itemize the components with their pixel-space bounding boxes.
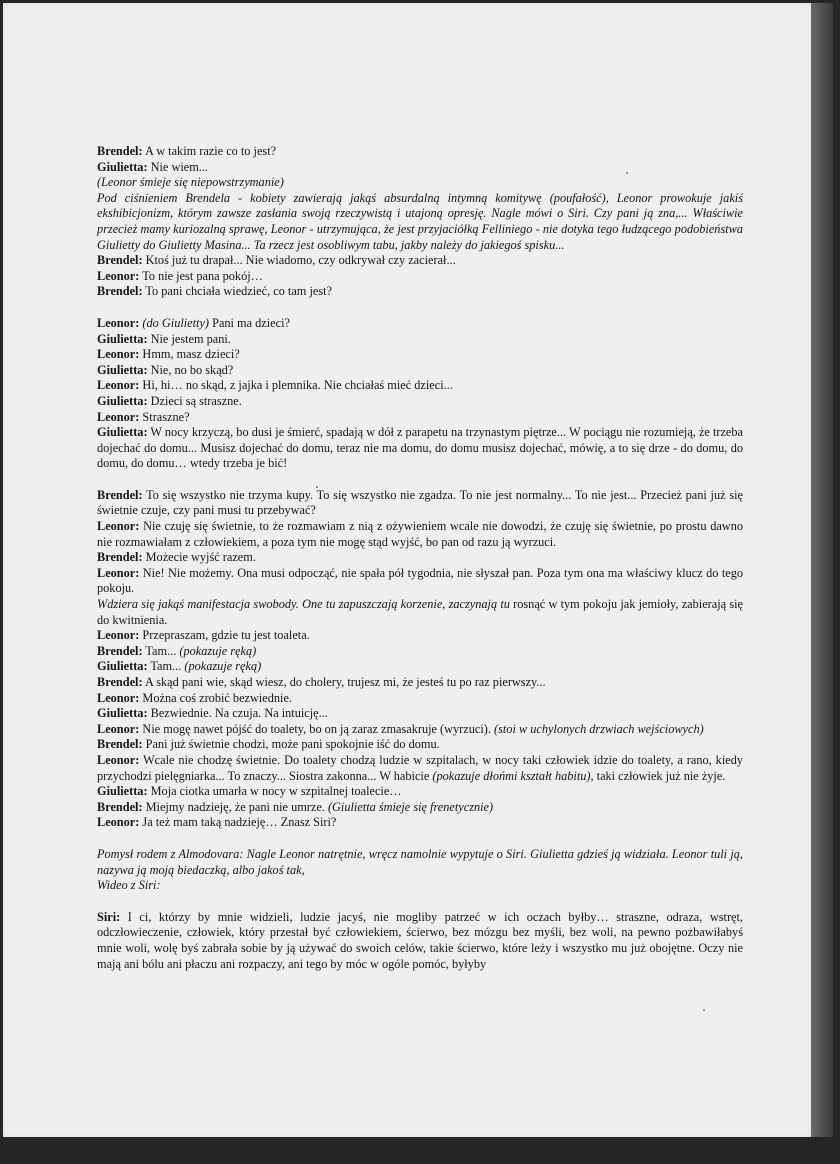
dialogue-line	[97, 269, 743, 285]
stage-note: (do Giulietty)	[139, 315, 210, 330]
dialogue-line	[97, 160, 743, 176]
line-text: Nie jestem pani.	[147, 331, 231, 346]
line-text: Nie mogę nawet pójść do toalety, bo on ją zaraz zmasakruje (wyrzuci).	[139, 721, 491, 736]
line-text: Wcale nie chodzę świetnie. Do toalety chodzą ludzie w szpitalach, w nocy taki człowiek idzie do toalety, a rano, kiedy przychodzi pielęgniarka... To znaczy... Siostra zakonna... W habicie	[97, 752, 743, 783]
speaker-name: Brendel:	[97, 737, 143, 752]
dialogue-line	[97, 284, 743, 300]
speaker-name: Giulietta:	[97, 393, 148, 408]
dialogue-line	[97, 394, 743, 410]
stage-note: (pokazuje dłońmi kształt habitu)	[429, 768, 591, 783]
line-text: Hmm, masz dzieci?	[139, 347, 240, 362]
line-text: Miejmy nadzieję, że pani nie umrze.	[142, 799, 325, 814]
line-text: Nie czuję się świetnie, to że rozmawiam z nią z ożywieniem wcale nie dowodzi, że czuję się świetnie, po prostu dawno nie rozmawiałam z człowiekiem, a poza tym nie mogę stąd wyjść, bo pan od razu ją wyrzuci.	[97, 519, 743, 549]
stage-direction	[97, 191, 743, 253]
paragraph-gap	[97, 831, 743, 847]
dialogue-line	[97, 644, 743, 660]
stage-note: (pokazuje ręką)	[181, 659, 262, 674]
direction-text: Pomysł rodem z Almodovara: Nagle Leonor natrętnie, wręcz namolnie wypytuje o Siri. Giulietta gdzieś ją widziała. Leonor tuli ją, nazywa ją moją biedaczką, albo jakoś tak,	[97, 846, 743, 877]
line-text: Tam...	[142, 643, 177, 658]
line-text: I ci, którzy by mnie widzieli, ludzie jacyś, nie mogliby patrzeć w ich oczach byłby… straszne, odraza, wstręt, odczłowieczenie, człowiek, który przestał być człowiekiem, ścierwo, bez mózgu bez myśli, bez woli, na pewno pozbawiłabyś mnie woli, wolę byś zabrała sobie by ją używać do swoich celów, takie ścierwo, które leży i wszystko mu już obojętne. Oczy nie mają ani bólu ani płaczu ani rozpaczy, ani tego by móc w ogóle pomóc, byłyby	[97, 909, 743, 971]
stage-direction	[97, 597, 743, 628]
dialogue-line	[97, 363, 743, 379]
speaker-name: Leonor:	[97, 315, 140, 330]
dialogue-line	[97, 253, 743, 269]
speaker-name: Giulietta:	[97, 425, 148, 440]
speaker-name: Brendel:	[97, 675, 143, 689]
stage-note: (pokazuje ręką)	[176, 643, 257, 658]
dialogue-line	[97, 378, 743, 394]
line-text: A skąd pani wie, skąd wiesz, do cholery, trujesz mi, że jesteś tu po raz pierwszy...	[142, 675, 546, 689]
dialogue-line	[97, 800, 743, 816]
stage-note: (Giulietta śmieje się frenetycznie)	[324, 799, 494, 814]
paragraph-gap	[97, 300, 743, 316]
speaker-name: Giulietta:	[97, 331, 148, 346]
line-text: To nie jest pana pokój…	[139, 268, 263, 283]
paragraph-gap	[97, 472, 743, 488]
stage-direction	[97, 878, 743, 894]
line-text: Pani ma dzieci?	[209, 315, 290, 330]
line-text: W nocy krzyczą, bo dusi je śmierć, spadają w dół z parapetu na trzynastym piętrze... W pociągu nie rozumieją, że trzeba dojechać do domu... Musisz dojechać do domu, teraz nie ma domu, do domu musisz dojechać, mówię, a to się drze - do domu, do domu, do domu… wtedy trzeba je bić!	[97, 425, 743, 471]
line-text: Straszne?	[139, 409, 190, 424]
speaker-name: Leonor:	[97, 690, 140, 705]
speaker-name: Leonor:	[97, 565, 140, 580]
line-text: Moja ciotka umarła w nocy w szpitalnej toalecie…	[147, 784, 402, 799]
dialogue-line	[97, 316, 743, 332]
line-text: Nie wiem...	[147, 159, 208, 174]
dialogue-line	[97, 347, 743, 363]
speaker-name: Leonor:	[97, 378, 140, 393]
line-text: To pani chciała wiedzieć, co tam jest?	[142, 284, 332, 299]
dialogue-line	[97, 550, 743, 566]
direction-text: Wideo z Siri:	[97, 878, 161, 893]
dialogue-line	[97, 706, 743, 722]
speck	[703, 1009, 705, 1011]
speaker-name: Leonor:	[97, 347, 140, 362]
line-text: Ktoś już tu drapał... Nie wiadomo, czy odkrywał czy zacierał...	[142, 253, 456, 268]
speaker-name: Leonor:	[97, 721, 140, 736]
line-text: Dzieci są straszne.	[147, 393, 242, 408]
dialogue-line	[97, 488, 743, 519]
line-text: Tam...	[147, 659, 182, 674]
speaker-name: Giulietta:	[97, 159, 148, 174]
dialogue-line	[97, 628, 743, 644]
dialogue-line	[97, 691, 743, 707]
line-text: Hi, hi… no skąd, z jajka i plemnika. Nie chciałaś mieć dzieci...	[139, 378, 453, 393]
speaker-name: Brendel:	[97, 550, 143, 565]
dialogue-line	[97, 566, 743, 597]
dialogue-line	[97, 410, 743, 426]
dialogue-line	[97, 675, 743, 691]
speaker-name: Giulietta:	[97, 659, 148, 674]
line-text: Możecie wyjść razem.	[142, 550, 256, 565]
page-edge-shadow	[811, 3, 833, 1137]
dialogue-line	[97, 519, 743, 550]
line-text: Można coś zrobić bezwiednie.	[139, 690, 292, 705]
speaker-name: Brendel:	[97, 144, 143, 158]
speaker-name: Leonor:	[97, 628, 140, 643]
speaker-name: Giulietta:	[97, 784, 148, 799]
line-text: , taki człowiek już nie żyje.	[590, 768, 726, 783]
stage-direction	[97, 847, 743, 878]
line-text: Bezwiednie. Na czuja. Na intuicję...	[147, 706, 328, 721]
dialogue-line	[97, 722, 743, 738]
dialogue-line	[97, 144, 743, 160]
line-text: Ja też mam taką nadzieję… Znasz Siri?	[139, 815, 337, 830]
line-text: To się wszystko nie trzyma kupy. To się wszystko nie zgadza. To nie jest normalny... To nie jest... Przecież pani już się świetnie czuje, czy pani musi tu przebywać?	[97, 487, 743, 518]
speaker-name: Brendel:	[97, 487, 143, 502]
stage-note: (stoi w uchylonych drzwiach wejściowych)	[490, 721, 704, 736]
dialogue-line	[97, 425, 743, 472]
speaker-name: Leonor:	[97, 752, 140, 767]
line-text: Nie, no bo skąd?	[147, 362, 234, 377]
dialogue-line	[97, 332, 743, 348]
dialogue-line	[97, 910, 743, 972]
speaker-name: Brendel:	[97, 799, 143, 814]
dialogue-line	[97, 659, 743, 675]
speaker-name: Brendel:	[97, 253, 143, 268]
dialogue-line	[97, 737, 743, 753]
direction-text: Pod ciśnieniem Brendela - kobiety zawierają jakąś absurdalną intymną komitywę (poufałość), Leonor prowokuje jakiś ekshibicjonizm, którym zawsze zasłania swoją rzeczywistą i utajoną opresję. Nagle mówi o Siri. Czy pani ją zna,... Właściwie przecież mamy kuriozalną sprawę, Leonor - utrzymująca, że jest przyjaciółką Felliniego - nie dotyka tego łudzącego podobieństwa Giulietty do Giulietty Masina... Ta rzecz jest osobliwym tabu, jakby należy do jakiegoś spisku...	[97, 190, 743, 252]
speaker-name: Leonor:	[97, 268, 140, 283]
dialogue-line	[97, 784, 743, 800]
direction-text: (Leonor śmieje się niepowstrzymanie)	[97, 175, 284, 190]
speaker-name: Brendel:	[97, 284, 143, 299]
line-text: rosnąć w tym pokoju jak jemioły, zabierają się do kwitnienia.	[97, 597, 743, 627]
document-text	[97, 144, 743, 972]
speaker-name: Giulietta:	[97, 706, 148, 721]
line-text: Nie! Nie możemy. Ona musi odpocząć, nie spała pół tygodnia, nie słyszał pan. Poza tym ona ma właściwy klucz do tego pokoju.	[97, 565, 743, 596]
direction-text: Wdziera się jakąś manifestacja swobody. One tu zapuszczają korzenie, zaczynają tu	[97, 597, 510, 612]
line-text: Pani już świetnie chodzi, może pani spokojnie iść do domu.	[142, 737, 440, 752]
dialogue-line	[97, 815, 743, 831]
line-text: A w takim razie co to jest?	[142, 144, 277, 158]
paragraph-gap	[97, 894, 743, 910]
stage-direction	[97, 175, 743, 191]
speaker-name: Leonor:	[97, 815, 140, 830]
speaker-name: Leonor:	[97, 519, 140, 534]
speaker-name: Leonor:	[97, 409, 140, 424]
speaker-name: Giulietta:	[97, 362, 148, 377]
speaker-name: Brendel:	[97, 643, 143, 658]
dialogue-line	[97, 753, 743, 784]
line-text: Przepraszam, gdzie tu jest toaleta.	[139, 628, 310, 643]
speaker-name: Siri:	[97, 909, 121, 924]
